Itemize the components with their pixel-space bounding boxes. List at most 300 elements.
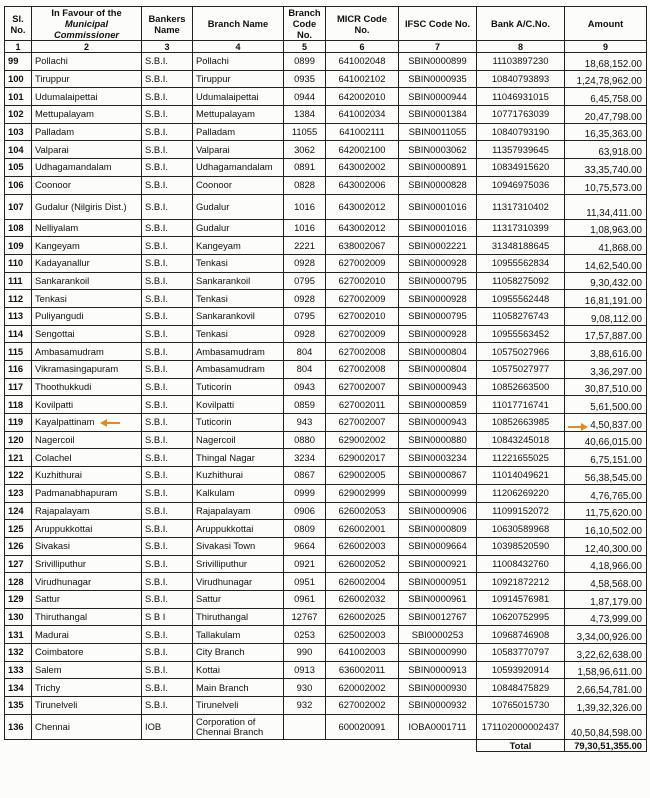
cell-sl-no: 114 bbox=[5, 325, 32, 343]
cell-sl-no: 123 bbox=[5, 484, 32, 502]
total-row bbox=[5, 739, 647, 751]
cell-bankers-name: S.B.I. bbox=[142, 254, 193, 272]
cell-branch-name: Tenkasi bbox=[193, 290, 284, 308]
cell-branch-code: 0906 bbox=[284, 502, 326, 520]
cell-sl-no: 126 bbox=[5, 537, 32, 555]
table-row bbox=[5, 484, 647, 502]
cell-amount: 3,88,616.00 bbox=[565, 343, 647, 361]
cell-bankers-name: S.B.I. bbox=[142, 176, 193, 194]
cell-text: Kayalpattinam bbox=[35, 416, 95, 428]
header-bank-account: Bank A/C.No. bbox=[477, 7, 565, 41]
cell-branch-code: 0921 bbox=[284, 555, 326, 573]
cell-amount: 17,57,887.00 bbox=[565, 325, 647, 343]
header-ifsc-code: IFSC Code No. bbox=[399, 7, 477, 41]
cell-bankers-name: S B I bbox=[142, 608, 193, 626]
cell-branch-code: 0795 bbox=[284, 307, 326, 325]
cell-in-favour: Rajapalayam bbox=[32, 502, 142, 520]
cell-micr-code: 643002002 bbox=[326, 159, 399, 177]
header-branch-code: Branch Code No. bbox=[284, 7, 326, 41]
cell-ifsc-code: SBIN0009664 bbox=[399, 537, 477, 555]
cell-amount: 18,68,152.00 bbox=[565, 53, 647, 71]
cell-bank-account: 11099152072 bbox=[477, 502, 565, 520]
cell-branch-code: 804 bbox=[284, 343, 326, 361]
cell-micr-code: 627002007 bbox=[326, 414, 399, 432]
cell-branch-code: 0943 bbox=[284, 378, 326, 396]
cell-branch-code: 11055 bbox=[284, 123, 326, 141]
cell-sl-no: 103 bbox=[5, 123, 32, 141]
cell-branch-code: 0891 bbox=[284, 159, 326, 177]
cell-ifsc-code: SBIN0000999 bbox=[399, 484, 477, 502]
cell-bank-account: 10620752995 bbox=[477, 608, 565, 626]
cell-branch-code: 0928 bbox=[284, 254, 326, 272]
cell-micr-code: 626002003 bbox=[326, 537, 399, 555]
table-row bbox=[5, 590, 647, 608]
table-row bbox=[5, 70, 647, 88]
cell-micr-code: 642002010 bbox=[326, 88, 399, 106]
cell-micr-code: 626002032 bbox=[326, 590, 399, 608]
cell-in-favour: Ambasamudram bbox=[32, 343, 142, 361]
cell-branch-code: 2221 bbox=[284, 237, 326, 255]
cell-branch-name: Kuzhithurai bbox=[193, 467, 284, 485]
cell-in-favour: Salem bbox=[32, 661, 142, 679]
cell-in-favour: Kadayanallur bbox=[32, 254, 142, 272]
cell-branch-code: 9664 bbox=[284, 537, 326, 555]
cell-sl-no: 120 bbox=[5, 431, 32, 449]
cell-ifsc-code: SBIN0000809 bbox=[399, 520, 477, 538]
cell-ifsc-code: SBIN0000804 bbox=[399, 361, 477, 379]
cell-in-favour: Trichy bbox=[32, 679, 142, 697]
col-number: 9 bbox=[565, 41, 647, 53]
cell-bankers-name: S.B.I. bbox=[142, 520, 193, 538]
cell-branch-name: Rajapalayam bbox=[193, 502, 284, 520]
table-row bbox=[5, 378, 647, 396]
cell-amount: 9,30,432.00 bbox=[565, 272, 647, 290]
cell-micr-code: 626002052 bbox=[326, 555, 399, 573]
cell-branch-name: Coonoor bbox=[193, 176, 284, 194]
cell-amount: 33,35,740.00 bbox=[565, 159, 647, 177]
cell-bankers-name: S.B.I. bbox=[142, 431, 193, 449]
header-amount: Amount bbox=[565, 7, 647, 41]
cell-bank-account: 11058275092 bbox=[477, 272, 565, 290]
col-number: 2 bbox=[32, 41, 142, 53]
cell-bankers-name: S.B.I. bbox=[142, 502, 193, 520]
table-row bbox=[5, 644, 647, 662]
cell-bank-account: 10834915620 bbox=[477, 159, 565, 177]
cell-sl-no: 111 bbox=[5, 272, 32, 290]
cell-bankers-name: S.B.I. bbox=[142, 644, 193, 662]
cell-ifsc-code: SBIN0003234 bbox=[399, 449, 477, 467]
cell-bank-account: 11017716741 bbox=[477, 396, 565, 414]
cell-in-favour: Nagercoil bbox=[32, 431, 142, 449]
cell-ifsc-code: SBIN0000928 bbox=[399, 290, 477, 308]
cell-in-favour: Tirunelveli bbox=[32, 697, 142, 715]
cell-ifsc-code: SBIN0000804 bbox=[399, 343, 477, 361]
table-row bbox=[5, 467, 647, 485]
cell-bank-account: 11046931015 bbox=[477, 88, 565, 106]
cell-micr-code: 627002011 bbox=[326, 396, 399, 414]
table-row bbox=[5, 219, 647, 237]
cell-micr-code: 638002067 bbox=[326, 237, 399, 255]
table-row bbox=[5, 608, 647, 626]
cell-in-favour: Aruppukkottai bbox=[32, 520, 142, 538]
cell-bankers-name: S.B.I. bbox=[142, 555, 193, 573]
cell-branch-code: 0828 bbox=[284, 176, 326, 194]
cell-branch-code: 1384 bbox=[284, 106, 326, 124]
cell-branch-name: Udhagamandalam bbox=[193, 159, 284, 177]
cell-sl-no: 135 bbox=[5, 697, 32, 715]
cell-ifsc-code: SBIN0001384 bbox=[399, 106, 477, 124]
table-row bbox=[5, 88, 647, 106]
cell-branch-name: Pollachi bbox=[193, 53, 284, 71]
cell-bank-account: 10852663500 bbox=[477, 378, 565, 396]
cell-sl-no: 101 bbox=[5, 88, 32, 106]
col-number: 5 bbox=[284, 41, 326, 53]
cell-bank-account: 10955562448 bbox=[477, 290, 565, 308]
cell-micr-code: 643002012 bbox=[326, 194, 399, 219]
cell-ifsc-code: SBIN0000795 bbox=[399, 307, 477, 325]
cell-sl-no: 133 bbox=[5, 661, 32, 679]
cell-bankers-name: S.B.I. bbox=[142, 290, 193, 308]
cell-sl-no: 110 bbox=[5, 254, 32, 272]
cell-branch-name: Palladam bbox=[193, 123, 284, 141]
cell-ifsc-code: IOBA0001711 bbox=[399, 714, 477, 739]
cell-bankers-name: S.B.I. bbox=[142, 396, 193, 414]
cell-branch-name: Thingal Nagar bbox=[193, 449, 284, 467]
cell-branch-name: Tiruppur bbox=[193, 70, 284, 88]
cell-sl-no: 130 bbox=[5, 608, 32, 626]
cell-sl-no: 122 bbox=[5, 467, 32, 485]
cell-amount: 30,87,510.00 bbox=[565, 378, 647, 396]
cell-ifsc-code: SBIN0000880 bbox=[399, 431, 477, 449]
cell-branch-code: 0961 bbox=[284, 590, 326, 608]
cell-bank-account: 11317310399 bbox=[477, 219, 565, 237]
cell-ifsc-code: SBIN0000943 bbox=[399, 378, 477, 396]
cell-bank-account: 11103897230 bbox=[477, 53, 565, 71]
cell-amount: 2,66,54,781.00 bbox=[565, 679, 647, 697]
cell-bank-account: 10968746908 bbox=[477, 626, 565, 644]
cell-micr-code: 643002012 bbox=[326, 219, 399, 237]
cell-in-favour: Srivilliputhur bbox=[32, 555, 142, 573]
cell-bankers-name: S.B.I. bbox=[142, 194, 193, 219]
cell-micr-code: 629002002 bbox=[326, 431, 399, 449]
cell-micr-code: 641002111 bbox=[326, 123, 399, 141]
cell-in-favour: Tenkasi bbox=[32, 290, 142, 308]
cell-micr-code: 627002009 bbox=[326, 325, 399, 343]
cell-micr-code: 629002999 bbox=[326, 484, 399, 502]
cell-micr-code: 629002017 bbox=[326, 449, 399, 467]
cell-sl-no: 131 bbox=[5, 626, 32, 644]
cell-amount: 11,34,411.00 bbox=[565, 194, 647, 219]
cell-amount: 1,58,96,611.00 bbox=[565, 661, 647, 679]
cell-ifsc-code: SBIN0000906 bbox=[399, 502, 477, 520]
cell-branch-code: 3062 bbox=[284, 141, 326, 159]
cell-amount: 11,75,620.00 bbox=[565, 502, 647, 520]
cell-bankers-name: S.B.I. bbox=[142, 106, 193, 124]
cell-ifsc-code: SBI0000253 bbox=[399, 626, 477, 644]
table-row bbox=[5, 254, 647, 272]
cell-amount: 10,75,573.00 bbox=[565, 176, 647, 194]
total-label: Total bbox=[477, 739, 565, 751]
header-sl-no: Sl. No. bbox=[5, 7, 32, 41]
table-row bbox=[5, 272, 647, 290]
table-row bbox=[5, 414, 647, 432]
cell-sl-no: 134 bbox=[5, 679, 32, 697]
cell-micr-code: 627002009 bbox=[326, 290, 399, 308]
cell-in-favour: Vikramasingapuram bbox=[32, 361, 142, 379]
cell-bank-account: 10583770797 bbox=[477, 644, 565, 662]
cell-ifsc-code: SBIN0000921 bbox=[399, 555, 477, 573]
col-number: 1 bbox=[5, 41, 32, 53]
cell-bankers-name: S.B.I. bbox=[142, 141, 193, 159]
cell-amount: 41,868.00 bbox=[565, 237, 647, 255]
cell-branch-name: Tallakulam bbox=[193, 626, 284, 644]
cell-branch-code: 930 bbox=[284, 679, 326, 697]
header-in-favour-line2: Municipal Commissioner bbox=[53, 18, 120, 40]
cell-micr-code: 636002011 bbox=[326, 661, 399, 679]
cell-in-favour: Coimbatore bbox=[32, 644, 142, 662]
cell-branch-code: 0809 bbox=[284, 520, 326, 538]
cell-amount: 4,58,568.00 bbox=[565, 573, 647, 591]
cell-amount: 1,24,78,962.00 bbox=[565, 70, 647, 88]
cell-bank-account: 10914576981 bbox=[477, 590, 565, 608]
cell-branch-name: Tuticorin bbox=[193, 414, 284, 432]
cell-branch-code: 0999 bbox=[284, 484, 326, 502]
cell-branch-code: 0899 bbox=[284, 53, 326, 71]
cell-branch-name: Gudalur bbox=[193, 194, 284, 219]
cell-bank-account: 10771763039 bbox=[477, 106, 565, 124]
cell-micr-code: 626002004 bbox=[326, 573, 399, 591]
cell-branch-code: 943 bbox=[284, 414, 326, 432]
cell-sl-no: 119 bbox=[5, 414, 32, 432]
cell-in-favour: Madurai bbox=[32, 626, 142, 644]
cell-bankers-name: S.B.I. bbox=[142, 697, 193, 715]
cell-amount: 40,50,84,598.00 bbox=[565, 714, 647, 739]
cell-sl-no: 99 bbox=[5, 53, 32, 71]
cell-in-favour: Mettupalayam bbox=[32, 106, 142, 124]
table-row bbox=[5, 237, 647, 255]
cell-bankers-name: S.B.I. bbox=[142, 626, 193, 644]
cell-micr-code: 627002007 bbox=[326, 378, 399, 396]
cell-branch-name: Gudalur bbox=[193, 219, 284, 237]
cell-ifsc-code: SBIN0000913 bbox=[399, 661, 477, 679]
cell-branch-code: 0253 bbox=[284, 626, 326, 644]
cell-branch-name: Valparai bbox=[193, 141, 284, 159]
table-row bbox=[5, 697, 647, 715]
header-micr-code: MICR Code No. bbox=[326, 7, 399, 41]
table-row bbox=[5, 714, 647, 739]
cell-amount: 6,45,758.00 bbox=[565, 88, 647, 106]
cell-bankers-name: S.B.I. bbox=[142, 53, 193, 71]
cell-branch-code: 0944 bbox=[284, 88, 326, 106]
cell-sl-no: 104 bbox=[5, 141, 32, 159]
table-row bbox=[5, 679, 647, 697]
arrow-right-icon bbox=[568, 423, 588, 431]
cell-branch-name: Tenkasi bbox=[193, 254, 284, 272]
table-row bbox=[5, 555, 647, 573]
cell-ifsc-code: SBIN0000935 bbox=[399, 70, 477, 88]
cell-amount: 3,34,00,926.00 bbox=[565, 626, 647, 644]
cell-branch-name: Sattur bbox=[193, 590, 284, 608]
cell-bankers-name: S.B.I. bbox=[142, 70, 193, 88]
cell-ifsc-code: SBIN0000990 bbox=[399, 644, 477, 662]
cell-branch-name: Aruppukkottai bbox=[193, 520, 284, 538]
table-row bbox=[5, 106, 647, 124]
cell-sl-no: 136 bbox=[5, 714, 32, 739]
cell-branch-name: Virudhunagar bbox=[193, 573, 284, 591]
cell-branch-code: 1016 bbox=[284, 194, 326, 219]
cell-bankers-name: S.B.I. bbox=[142, 123, 193, 141]
cell-in-favour: Tiruppur bbox=[32, 70, 142, 88]
cell-bankers-name: S.B.I. bbox=[142, 325, 193, 343]
cell-ifsc-code: SBIN0012767 bbox=[399, 608, 477, 626]
cell-sl-no: 121 bbox=[5, 449, 32, 467]
cell-sl-no: 100 bbox=[5, 70, 32, 88]
cell-sl-no: 129 bbox=[5, 590, 32, 608]
cell-amount: 16,81,191.00 bbox=[565, 290, 647, 308]
cell-branch-code: 0913 bbox=[284, 661, 326, 679]
cell-bank-account: 171102000002437 bbox=[477, 714, 565, 739]
cell-sl-no: 109 bbox=[5, 237, 32, 255]
cell-branch-code: 0935 bbox=[284, 70, 326, 88]
cell-micr-code: 642002100 bbox=[326, 141, 399, 159]
header-branch-name: Branch Name bbox=[193, 7, 284, 41]
cell-amount: 63,918.00 bbox=[565, 141, 647, 159]
cell-micr-code: 626002053 bbox=[326, 502, 399, 520]
cell-branch-name: Kangeyam bbox=[193, 237, 284, 255]
cell-bank-account: 10955562834 bbox=[477, 254, 565, 272]
cell-in-favour: Udhagamandalam bbox=[32, 159, 142, 177]
cell-branch-name: Nagercoil bbox=[193, 431, 284, 449]
cell-sl-no: 117 bbox=[5, 378, 32, 396]
cell-ifsc-code: SBIN0000951 bbox=[399, 573, 477, 591]
table-row bbox=[5, 520, 647, 538]
cell-bank-account: 11317310402 bbox=[477, 194, 565, 219]
cell-in-favour: Virudhunagar bbox=[32, 573, 142, 591]
arrow-left-icon bbox=[100, 419, 120, 427]
table-row bbox=[5, 141, 647, 159]
cell-ifsc-code: SBIN0000943 bbox=[399, 414, 477, 432]
cell-ifsc-code: SBIN0000928 bbox=[399, 325, 477, 343]
cell-branch-name: Ambasamudram bbox=[193, 361, 284, 379]
cell-amount: 4,76,765.00 bbox=[565, 484, 647, 502]
cell-sl-no: 106 bbox=[5, 176, 32, 194]
cell-branch-name: Main Branch bbox=[193, 679, 284, 697]
cell-branch-name: Srivilliputhur bbox=[193, 555, 284, 573]
cell-bankers-name: S.B.I. bbox=[142, 159, 193, 177]
cell-ifsc-code: SBIN0001016 bbox=[399, 194, 477, 219]
cell-micr-code: 620002002 bbox=[326, 679, 399, 697]
cell-amount: 3,36,297.00 bbox=[565, 361, 647, 379]
cell-ifsc-code: SBIN0011055 bbox=[399, 123, 477, 141]
cell-in-favour: Pollachi bbox=[32, 53, 142, 71]
cell-branch-code: 0951 bbox=[284, 573, 326, 591]
cell-sl-no: 132 bbox=[5, 644, 32, 662]
cell-bank-account: 11014049621 bbox=[477, 467, 565, 485]
cell-amount: 40,66,015.00 bbox=[565, 431, 647, 449]
cell-branch-name: Sankarankovil bbox=[193, 307, 284, 325]
cell-ifsc-code: SBIN0001016 bbox=[399, 219, 477, 237]
cell-ifsc-code: SBIN0000961 bbox=[399, 590, 477, 608]
cell-in-favour: Padmanabhapuram bbox=[32, 484, 142, 502]
cell-ifsc-code: SBIN0003062 bbox=[399, 141, 477, 159]
table-row bbox=[5, 307, 647, 325]
cell-amount: 6,75,151.00 bbox=[565, 449, 647, 467]
cell-bank-account: 10921872212 bbox=[477, 573, 565, 591]
cell-bank-account: 10946975036 bbox=[477, 176, 565, 194]
cell-in-favour: Udumalaipettai bbox=[32, 88, 142, 106]
cell-ifsc-code: SBIN0000944 bbox=[399, 88, 477, 106]
cell-bank-account: 10955563452 bbox=[477, 325, 565, 343]
cell-ifsc-code: SBIN0000867 bbox=[399, 467, 477, 485]
cell-branch-name: Sivakasi Town bbox=[193, 537, 284, 555]
cell-bankers-name: S.B.I. bbox=[142, 219, 193, 237]
cell-branch-name: Tuticorin bbox=[193, 378, 284, 396]
cell-in-favour: Nelliyalam bbox=[32, 219, 142, 237]
header-row bbox=[5, 7, 647, 41]
table-row bbox=[5, 661, 647, 679]
cell-bankers-name: S.B.I. bbox=[142, 484, 193, 502]
cell-amount: 3,22,62,638.00 bbox=[565, 644, 647, 662]
cell-amount: 14,62,540.00 bbox=[565, 254, 647, 272]
col-number: 6 bbox=[326, 41, 399, 53]
cell-branch-name: Kottai bbox=[193, 661, 284, 679]
cell-amount: 16,10,502.00 bbox=[565, 520, 647, 538]
table-row bbox=[5, 626, 647, 644]
cell-branch-code: 12767 bbox=[284, 608, 326, 626]
cell-micr-code: 627002010 bbox=[326, 272, 399, 290]
cell-branch-name: Ambasamudram bbox=[193, 343, 284, 361]
cell-bank-account: 31348188645 bbox=[477, 237, 565, 255]
cell-sl-no: 124 bbox=[5, 502, 32, 520]
cell-branch-code bbox=[284, 714, 326, 739]
cell-branch-code: 1016 bbox=[284, 219, 326, 237]
cell-ifsc-code: SBIN0002221 bbox=[399, 237, 477, 255]
cell-in-favour: Thiruthangal bbox=[32, 608, 142, 626]
cell-in-favour: Coonoor bbox=[32, 176, 142, 194]
cell-branch-code: 0880 bbox=[284, 431, 326, 449]
col-number: 7 bbox=[399, 41, 477, 53]
cell-amount: 5,61,500.00 bbox=[565, 396, 647, 414]
table-row bbox=[5, 396, 647, 414]
cell-bankers-name: S.B.I. bbox=[142, 590, 193, 608]
cell-micr-code: 627002010 bbox=[326, 307, 399, 325]
cell-bank-account: 10398520590 bbox=[477, 537, 565, 555]
cell-in-favour: Valparai bbox=[32, 141, 142, 159]
table-row bbox=[5, 176, 647, 194]
cell-bank-account: 10575027966 bbox=[477, 343, 565, 361]
cell-ifsc-code: SBIN0000828 bbox=[399, 176, 477, 194]
table-row bbox=[5, 53, 647, 71]
cell-micr-code: 627002009 bbox=[326, 254, 399, 272]
cell-bank-account: 10848475829 bbox=[477, 679, 565, 697]
cell-sl-no: 128 bbox=[5, 573, 32, 591]
cell-bankers-name: S.B.I. bbox=[142, 378, 193, 396]
cell-in-favour: Chennai bbox=[32, 714, 142, 739]
table-row bbox=[5, 290, 647, 308]
cell-bankers-name: S.B.I. bbox=[142, 307, 193, 325]
cell-amount: 1,87,179.00 bbox=[565, 590, 647, 608]
cell-micr-code: 625002003 bbox=[326, 626, 399, 644]
cell-bankers-name: S.B.I. bbox=[142, 361, 193, 379]
cell-amount: 4,18,966.00 bbox=[565, 555, 647, 573]
cell-amount bbox=[565, 414, 647, 432]
cell-bankers-name: S.B.I. bbox=[142, 467, 193, 485]
cell-amount: 20,47,798.00 bbox=[565, 106, 647, 124]
cell-bank-account: 10593920914 bbox=[477, 661, 565, 679]
cell-amount: 4,73,999.00 bbox=[565, 608, 647, 626]
cell-bank-account: 10852663985 bbox=[477, 414, 565, 432]
cell-micr-code: 600020091 bbox=[326, 714, 399, 739]
